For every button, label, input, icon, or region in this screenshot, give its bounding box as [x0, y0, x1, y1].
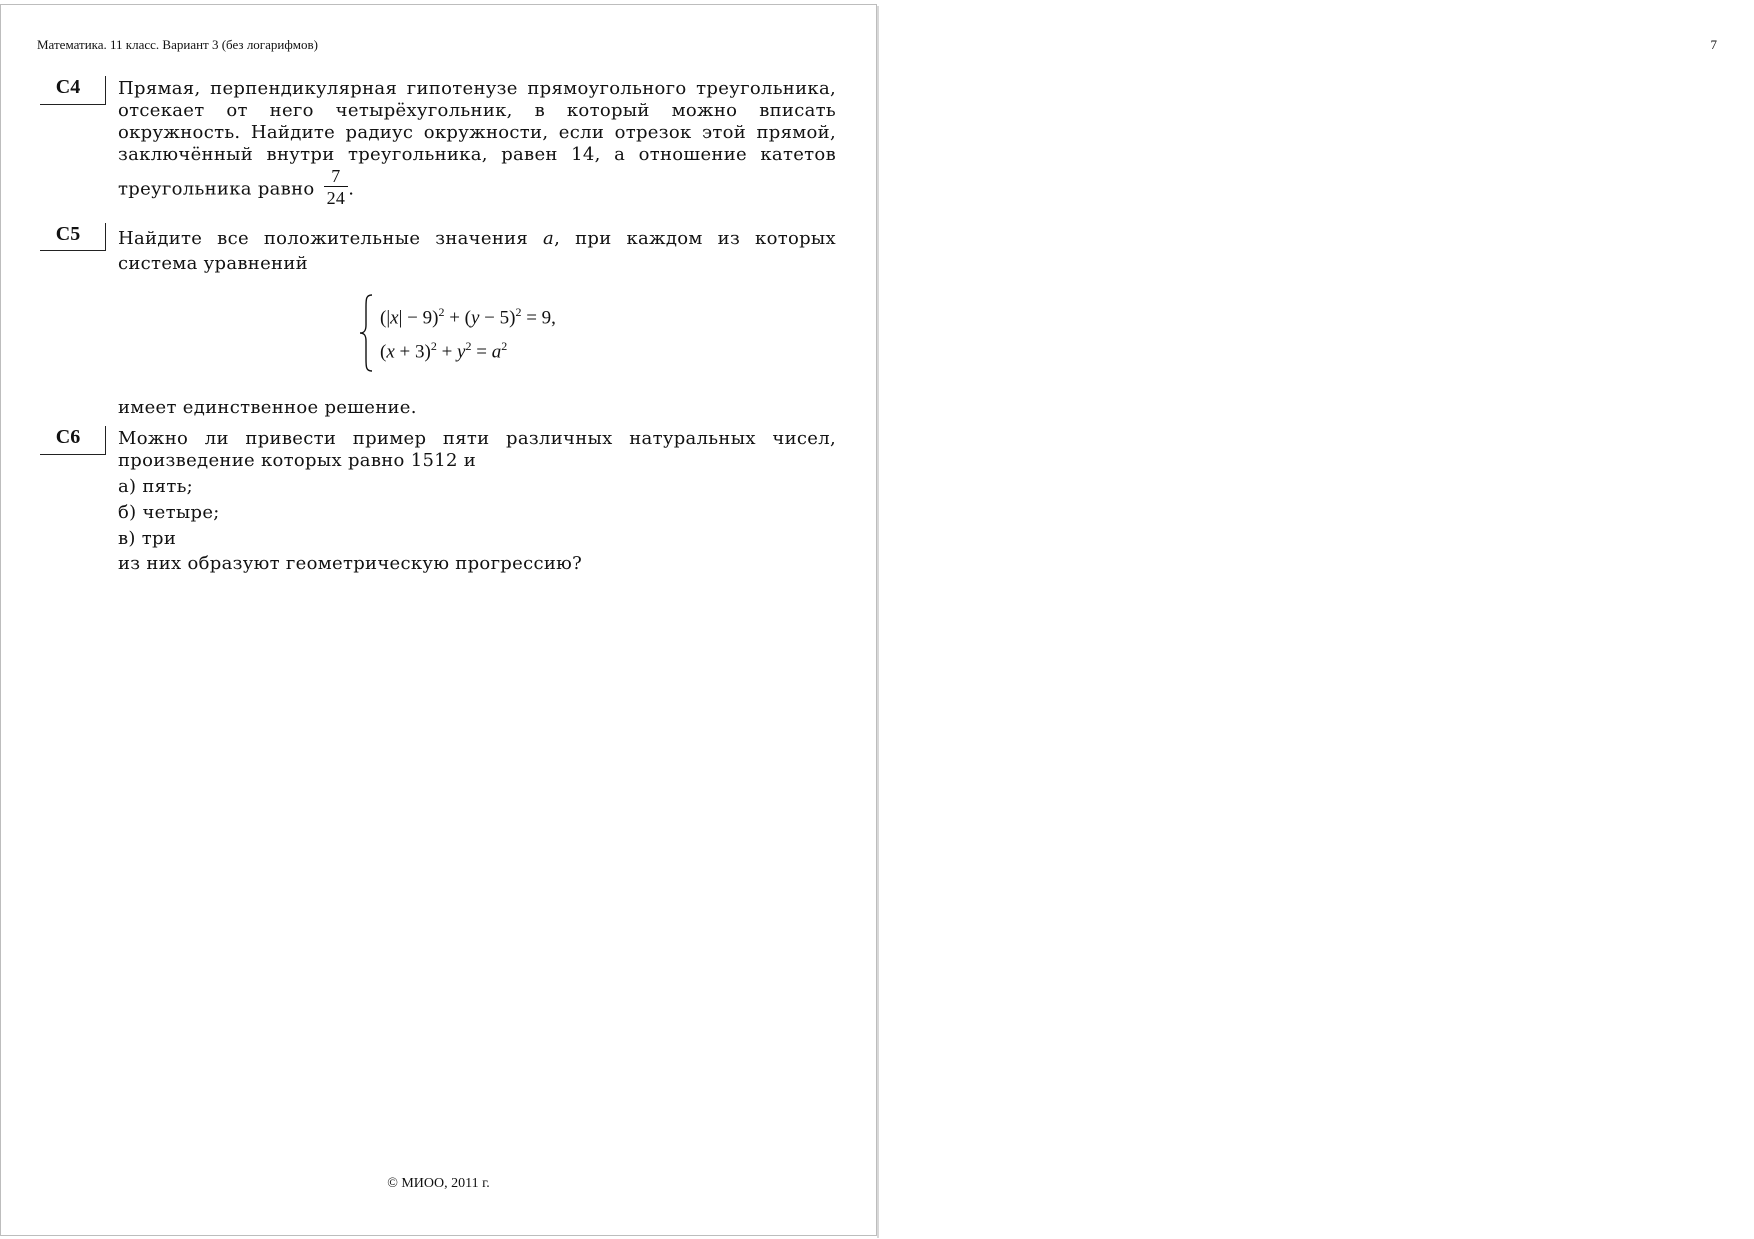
- page-number: 7: [1710, 37, 1717, 52]
- variable-a: a: [543, 228, 555, 249]
- task-c5-text: [118, 228, 836, 275]
- task-c6-closing: из них образуют геометрическую прогрессию?: [118, 553, 583, 574]
- task-c6-line: произведение которых равно 1512 и: [118, 450, 477, 471]
- task-c4-line: отсекает от него четырёхугольник, в который можно вписать: [118, 100, 836, 121]
- task-c5-line2: система уравнений: [118, 253, 308, 274]
- task-c6-line: Можно ли привести пример пяти различных натуральных чисел,: [118, 428, 836, 449]
- task-c4-text: [118, 78, 836, 211]
- task-c6-text: [118, 428, 836, 575]
- task-c4-line: окружность. Найдите радиус окружности, если отрезок этой прямой,: [118, 122, 836, 143]
- task-label-c4: С4: [40, 76, 106, 105]
- task-c4-last-line: [118, 168, 836, 211]
- task-c6-option: а) пять;: [118, 476, 194, 497]
- task-c4-line: Прямая, перпендикулярная гипотенузе прямоугольного треугольника,: [118, 78, 836, 99]
- task-label-c5: С5: [40, 223, 106, 251]
- task-c4-last-text: треугольника равно: [118, 178, 315, 200]
- equation-2: $(x + 3)^2 + y^2 = a^2$: [380, 339, 508, 363]
- equation-1: $(|x| - 9)^2 + (y - 5)^2 = 9$,: [380, 305, 556, 329]
- page-shadow: [877, 6, 879, 1238]
- fraction-denominator: 24: [326, 188, 346, 208]
- task-c6-option: в) три: [118, 528, 177, 549]
- curly-brace-icon: [358, 293, 378, 373]
- task-c5-line1: [118, 228, 836, 250]
- equation-system: [358, 293, 598, 373]
- running-header: [37, 37, 1717, 53]
- task-c5-line1-post: , при каждом из которых: [554, 228, 837, 249]
- task-c5-closing: имеет единственное решение.: [118, 397, 417, 418]
- copyright-footer: © МИОО, 2011 г.: [387, 1176, 490, 1191]
- fraction-7-24: [324, 166, 349, 209]
- task-c6-option: б) четыре;: [118, 502, 220, 523]
- task-c4-line: заключённый внутри треугольника, равен 14, а отношение катетов: [118, 144, 836, 165]
- task-label-c6: С6: [40, 426, 106, 455]
- fraction-numerator: 7: [324, 166, 349, 187]
- header-title: Математика. 11 класс. Вариант 3 (без логарифмов): [37, 37, 318, 52]
- task-c5-line1-pre: Найдите все положительные значения: [118, 228, 529, 249]
- task-c4-end-punct: .: [348, 178, 355, 200]
